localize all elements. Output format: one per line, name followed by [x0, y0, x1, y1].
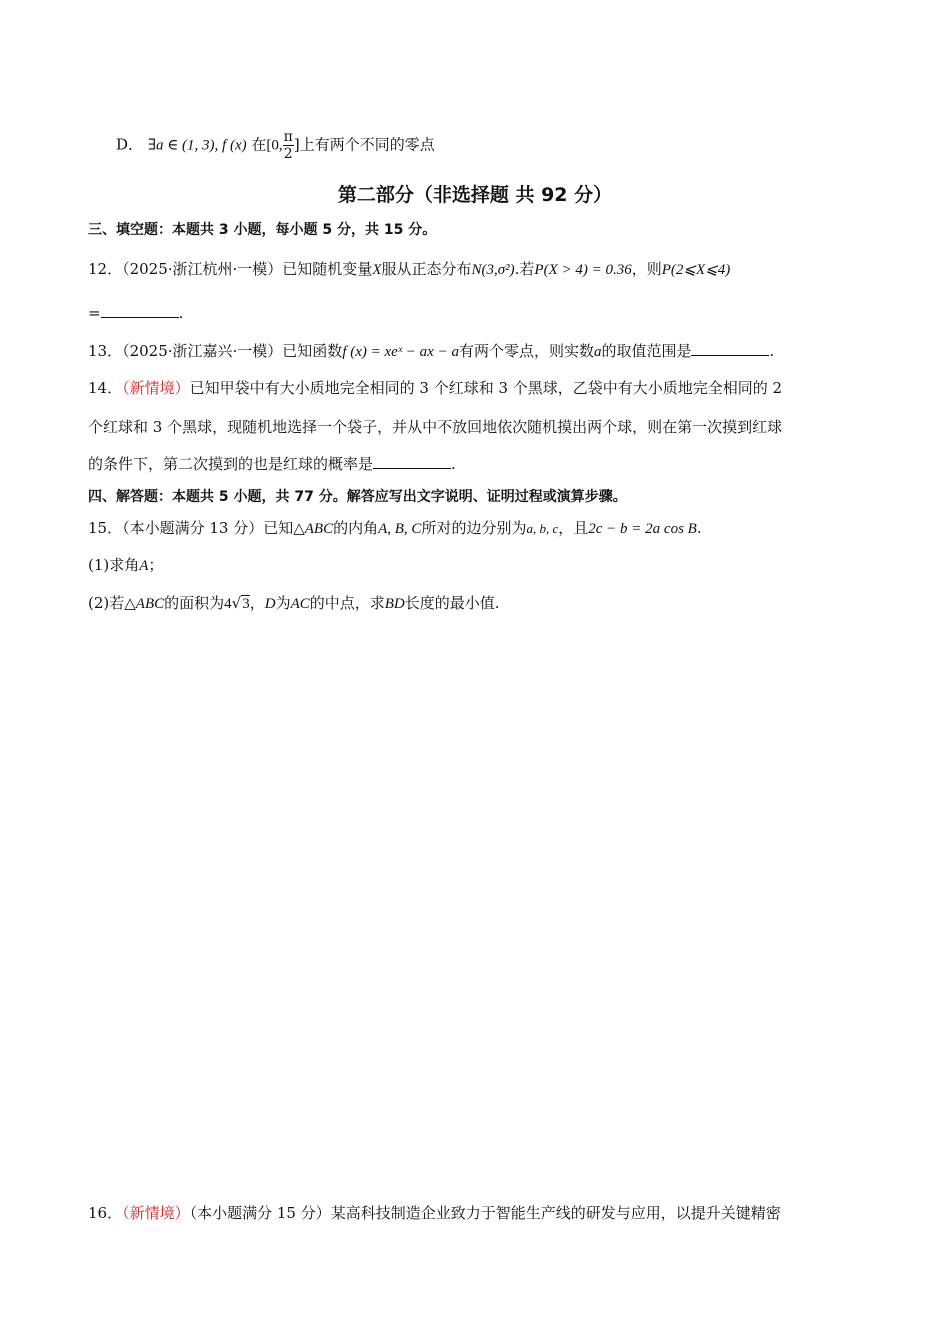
punctuation: ； [148, 556, 164, 574]
new-context-tag: （新情境） [122, 379, 190, 397]
option-letter: D． [116, 135, 144, 154]
option-text-2: 上有两个不同的零点 [299, 135, 435, 154]
question-number: 12． [88, 260, 123, 278]
question-text: ，则 [631, 260, 662, 278]
question-14-line-3: 的条件下，第二次摸到的也是红球的概率是 . [88, 455, 456, 473]
question-16 [88, 1202, 862, 1224]
answer-blank[interactable] [691, 341, 769, 356]
question-text: （本小题满分 15 分）某高科技制造企业致力于智能生产线的研发与应用，以提升关键精密 [189, 1204, 781, 1222]
question-text: .若 [514, 260, 535, 278]
question-text: 长度的最小值. [404, 594, 500, 612]
fraction-denominator: 2 [283, 146, 293, 162]
triangle-abc: △ABC [293, 521, 334, 537]
question-text: （2025·浙江杭州·一模）已知随机变量 [122, 260, 373, 278]
question-text: 的面积为 [164, 594, 225, 612]
question-number: 16． [88, 1204, 123, 1222]
function-expression: f (x) = xeˣ − ax − a [342, 344, 459, 360]
question-text: 为 [275, 594, 291, 612]
new-context-tag: （新情境） [122, 1204, 190, 1222]
question-14-line-2: 个红球和 3 个黑球，现随机地选择一个袋子，并从中不放回地依次随机摸出两个球，则在第一次摸到红球 [88, 418, 783, 436]
option-d [116, 129, 862, 162]
question-number: 13． [88, 342, 123, 360]
sides: a, b, c [526, 521, 559, 536]
part3-header: 三、填空题：本题共 3 小题，每小题 5 分，共 15 分。 [88, 222, 437, 238]
question-text: 服从正态分布 [381, 260, 472, 278]
pi-over-two-fraction [283, 129, 294, 162]
triangle-abc: △ABC [124, 596, 165, 612]
given-equation: 2c − b = 2a cos B [588, 521, 697, 537]
question-number: 14． [88, 379, 123, 397]
question-text: 有两个零点，则实数 [458, 342, 594, 360]
question-15-part-2 [88, 592, 862, 615]
question-text: （本小题满分 13 分）已知 [122, 519, 294, 537]
question-text: 已知甲袋中有大小质地完全相同的 3 个红球和 3 个黑球，乙袋中有大小质地完全相同的 2 [189, 379, 783, 397]
segment-bd: BD [384, 596, 405, 612]
question-15-part-1 [88, 554, 862, 577]
question-12 [88, 258, 862, 281]
question-text: （2025·浙江嘉兴·一模）已知函数 [122, 342, 343, 360]
part-label: (1)求角 [88, 556, 140, 574]
question-12-answer-line: = . [88, 304, 184, 322]
section-title: 第二部分（非选择题 共 92 分） [337, 184, 613, 206]
part4-header: 四、解答题：本题共 5 小题，共 77 分。解答应写出文字说明、证明过程或演算步骤。 [88, 489, 627, 505]
fraction-numerator: π [283, 129, 293, 145]
option-text: 在 [251, 135, 267, 154]
question-text: 的内角 [333, 519, 379, 537]
sqrt-sign: √ [231, 594, 242, 612]
equals-sign: = [88, 304, 101, 322]
area-coefficient: 4 [224, 596, 232, 612]
question-text: 的中点，求 [309, 594, 385, 612]
point-d: D [264, 596, 276, 612]
interval-close: ] [293, 135, 300, 154]
option-math-condition: ∃a ∈ (1, 3), f (x) [147, 137, 247, 154]
question-text: 所对的边分别为 [421, 519, 527, 537]
random-variable: X [372, 262, 382, 278]
question-text: ， [249, 594, 265, 612]
segment-ac: AC [290, 596, 310, 612]
question-15: 15．（本小题满分 13 分）已知△ABC的内角A, B, C所对的边分别为a, b, c，且2c − b = 2a cos B. [88, 519, 702, 537]
parameter-a: a [593, 344, 602, 360]
question-text: 的条件下，第二次摸到的也是红球的概率是 [88, 455, 374, 473]
answer-blank[interactable] [373, 454, 451, 469]
answer-blank[interactable] [101, 303, 179, 318]
question-text: 的取值范围是 [601, 342, 692, 360]
area-radicand: 3 [242, 596, 250, 612]
question-13: 13．（2025·浙江嘉兴·一模）已知函数f (x) = xeˣ − ax − a有两个零点，则实数a的取值范围是 . [88, 342, 775, 360]
question-text: ，且 [558, 519, 589, 537]
normal-distribution: N(3,σ²) [471, 262, 515, 278]
part-label: (2)若 [88, 594, 125, 612]
question-14 [88, 377, 862, 399]
probability-given: P(X > 4) = 0.36 [534, 262, 632, 278]
probability-asked: P(2⩽X⩽4) [661, 262, 731, 278]
interval-open: [0, [266, 137, 283, 154]
question-number: 15． [88, 519, 123, 537]
angle-a: A [139, 558, 149, 574]
angles: A, B, C [378, 521, 422, 537]
